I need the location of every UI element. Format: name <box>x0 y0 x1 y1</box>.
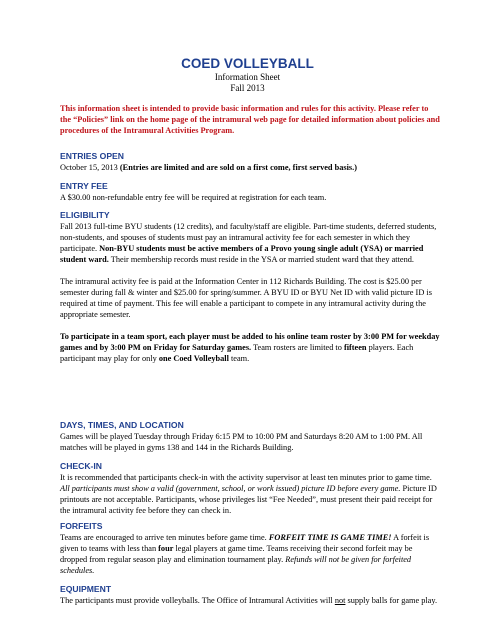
heading-equipment: EQUIPMENT <box>60 584 112 594</box>
roster-limit-text: Team rosters are limited to <box>251 343 344 352</box>
section-forfeits <box>60 521 440 576</box>
equipment-text-b: not <box>334 596 346 605</box>
entry-fee-text: A $30.00 non-refundable entry fee will be required at registration for each team. <box>60 193 327 202</box>
heading-entries-open: ENTRIES OPEN <box>60 151 124 161</box>
page-subtitle: Information Sheet <box>214 72 281 82</box>
team-limit-text: players. Each participant may play for only <box>60 343 414 363</box>
forfeits-text-b: FORFEIT TIME IS GAME TIME! <box>268 533 392 542</box>
forfeits-text-c: A forfeit is given to teams with less than <box>60 533 430 553</box>
forfeits-text-d: four <box>158 544 174 553</box>
entries-open-date: October 15, 2013 <box>60 163 120 172</box>
eligibility-text-c: Their membership records must reside in the YSA or married student ward that they attend. <box>108 255 414 264</box>
section-days-times-location <box>60 420 440 453</box>
check-in-text <box>60 472 440 516</box>
team-limit-suffix: team. <box>228 354 250 363</box>
heading-eligibility: ELIGIBILITY <box>60 210 110 220</box>
section-eligibility <box>60 210 440 364</box>
heading-entry-fee: ENTRY FEE <box>60 181 108 191</box>
entries-open-note: (Entries are limited and are sold on a first come, first served basis.) <box>119 163 357 172</box>
heading-days-times-location: DAYS, TIMES, AND LOCATION <box>60 420 184 430</box>
days-text: Games will be played Tuesday through Friday 6:15 PM to 10:00 PM and Saturdays 8:20 AM to 1:00 PM. All matches will be played in gyms 138 and 144 in the Richards Building. <box>60 432 423 452</box>
forfeits-text <box>60 532 440 576</box>
equipment-text <box>60 595 440 606</box>
check-in-text-c: Picture ID printouts are not acceptable. Participants, whose privileges list “Fee Needed”, must present their paid receipt for the intramural activity fee before they can check in. <box>60 484 437 515</box>
check-in-text-a: It is recommended that participants check-in with the activity supervisor at least ten minutes prior to game time. <box>60 473 432 482</box>
intro-notice: This information sheet is intended to provide basic information and rules for this activity. Please refer to the “Policies” link on the home page of the intramural web page for detailed information about policies and procedures of the Intramural Activities Program. <box>60 104 440 135</box>
heading-forfeits: FORFEITS <box>60 521 103 531</box>
entries-open-text <box>60 162 440 173</box>
eligibility-paragraph-3 <box>60 331 440 364</box>
section-equipment <box>60 584 440 606</box>
page-term: Fall 2013 <box>230 83 265 93</box>
roster-deadline-text: To participate in a team sport, each player must be added to his online team roster by 3:00 PM for weekday games and by 3:00 PM on Friday for Saturday games. <box>60 332 440 352</box>
eligibility-text-a: Fall 2013 full-time BYU students (12 credits), and faculty/staff are eligible. Part-time students, deferred students, non-students, and spouses of students must pay an intramural activity fee for each semester in which they participate. <box>60 222 437 253</box>
forfeits-text-a: Teams are encouraged to arrive ten minutes before game time. <box>60 533 269 542</box>
page-title: COED VOLLEYBALL <box>181 56 314 71</box>
forfeits-text-e: legal players at game time. Teams receiving their second forfeit may be dropped from regular season play and elimination tournament play. <box>60 544 413 564</box>
eligibility-paragraph-2: The intramural activity fee is paid at the Information Center in 112 Richards Building. The cost is $25.00 per semester during fall & winter and $25.00 for spring/summer. A BYU ID or BYU Net ID with valid picture ID is required at time of payment. This fee will enable a participant to compete in any intramural activity during the appropriate semester. <box>60 277 432 319</box>
roster-limit-number: fifteen <box>343 343 367 352</box>
team-limit-name: one Coed Volleyball <box>158 354 229 363</box>
section-entry-fee <box>60 181 440 203</box>
heading-check-in: CHECK-IN <box>60 461 103 471</box>
section-check-in <box>60 461 440 516</box>
equipment-text-c: supply balls for game play. <box>345 596 438 605</box>
forfeits-text-f: Refunds will not be given for forfeited schedules. <box>60 555 412 575</box>
section-entries-open <box>60 151 440 173</box>
title-block <box>0 56 495 94</box>
eligibility-paragraph-1 <box>60 221 440 265</box>
check-in-text-b: All participants must show a valid (government, school, or work issued) picture ID before every game. <box>60 484 401 493</box>
equipment-text-a: The participants must provide volleyballs. The Office of Intramural Activities will <box>60 596 335 605</box>
eligibility-text-b: Non-BYU students must be active members of a Provo young single adult (YSA) or married student ward. <box>60 244 424 264</box>
